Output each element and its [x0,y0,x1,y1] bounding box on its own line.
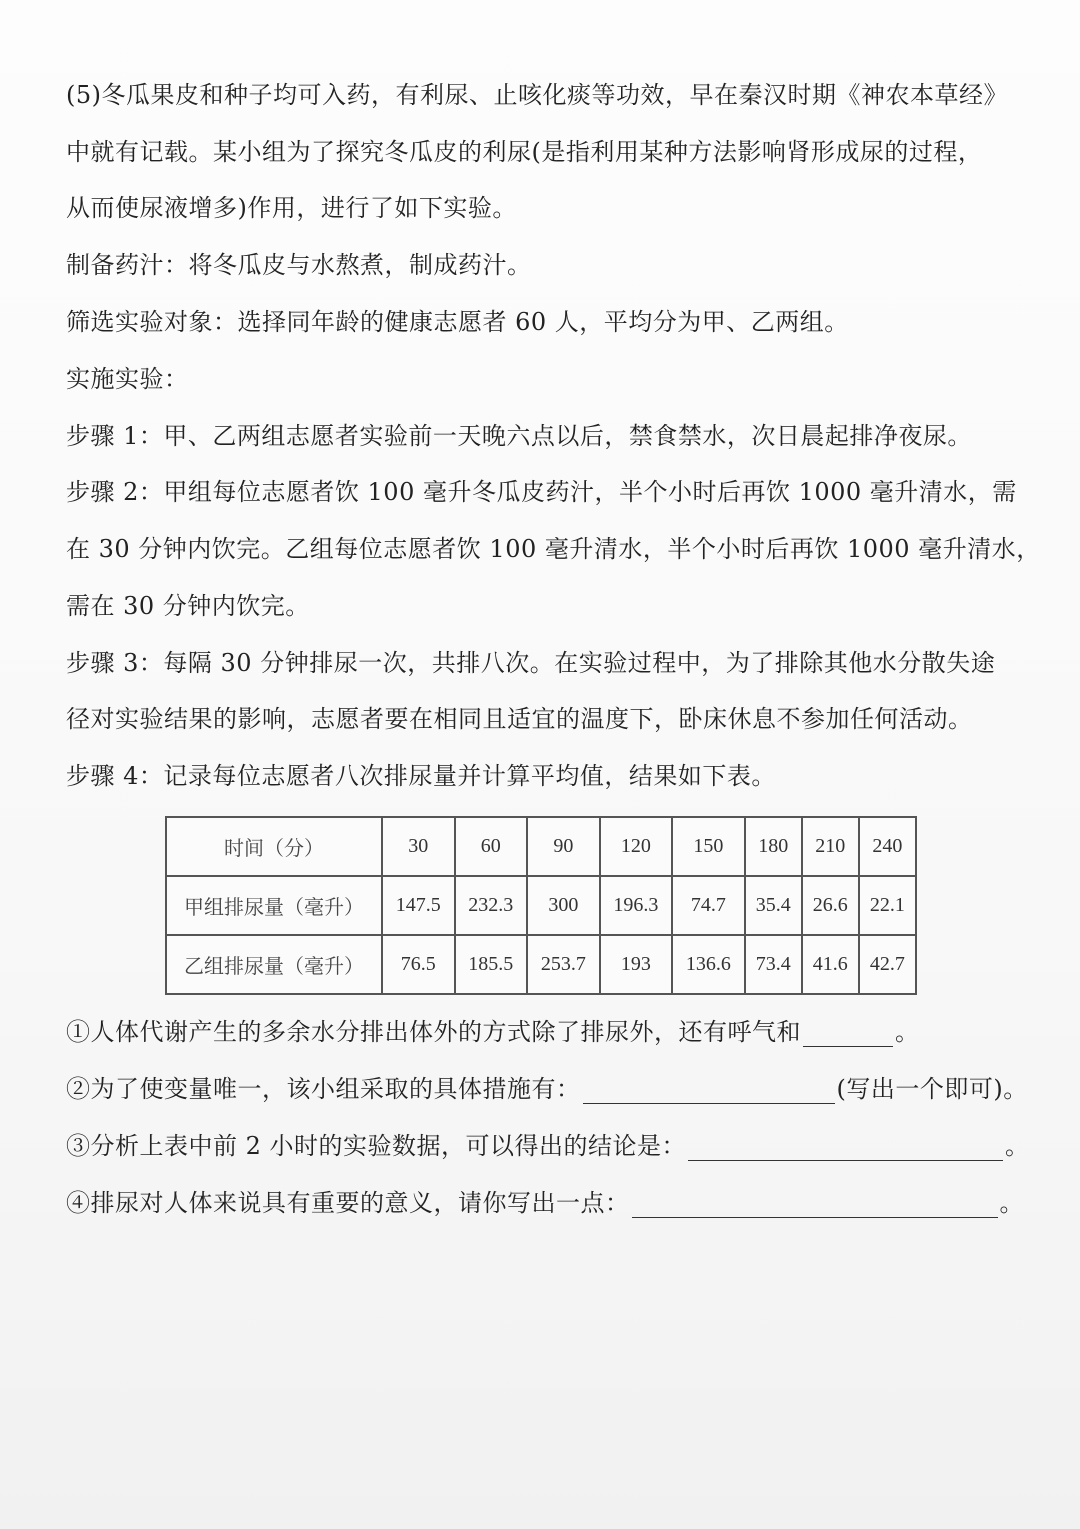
answer-blank-2[interactable] [583,1079,835,1104]
paragraph-step2-1: 步骤 2：甲组每位志愿者饮 100 毫升冬瓜皮药汁，半个小时后再饮 1000 毫升清水，需 [66,478,1017,506]
paragraph-subjects: 筛选实验对象：选择同年龄的健康志愿者 60 人，平均分为甲、乙两组。 [66,308,849,336]
paragraph-intro-3: 从而使尿液增多)作用，进行了如下实验。 [66,194,517,222]
table-cell-group-a: 22.1 [859,876,916,935]
question-4-text: ④排尿对人体来说具有重要的意义，请你写出一点： [66,1189,630,1217]
table-cell-group-a: 74.7 [672,876,745,935]
paragraph-step2-2: 在 30 分钟内饮完。乙组每位志愿者饮 100 毫升清水，半个小时后再饮 1000 毫升清水， [66,535,1041,563]
paragraph-implement: 实施实验： [66,365,189,393]
table-row-group-b [166,935,916,994]
paragraph-intro-1: (5)冬瓜果皮和种子均可入药，有利尿、止咳化痰等功效，早在秦汉时期《神农本草经》 [66,81,1008,109]
table-row-group-a [166,876,916,935]
answer-blank-4[interactable] [632,1193,998,1218]
paragraph-intro-2: 中就有记载。某小组为了探究冬瓜皮的利尿(是指利用某种方法影响肾形成尿的过程， [66,138,983,166]
table-cell-time: 240 [859,817,916,876]
question-4-end: 。 [999,1189,1024,1217]
table-header-group-b: 乙组排尿量（毫升） [166,935,382,994]
table-cell-group-b: 136.6 [672,935,745,994]
question-1 [66,1017,920,1047]
table-header-time: 时间（分） [166,817,382,876]
paragraph-step2-3: 需在 30 分钟内饮完。 [66,592,310,620]
paragraph-prepare: 制备药汁：将冬瓜皮与水熬煮，制成药汁。 [66,251,532,279]
table-cell-time: 150 [672,817,745,876]
table-cell-group-b: 41.6 [802,935,859,994]
table-cell-time: 120 [600,817,673,876]
table-row-time [166,817,916,876]
question-4 [66,1188,1024,1218]
table-cell-group-b: 193 [600,935,673,994]
paragraph-step3-2: 径对实验结果的影响，志愿者要在相同且适宜的温度下，卧床休息不参加任何活动。 [66,705,973,733]
answer-blank-3[interactable] [688,1136,1003,1161]
table-cell-group-a: 196.3 [600,876,673,935]
table-cell-group-a: 26.6 [802,876,859,935]
question-2 [66,1074,1028,1104]
question-2-text: ②为了使变量唯一，该小组采取的具体措施有： [66,1075,581,1103]
paragraph-step4: 步骤 4：记录每位志愿者八次排尿量并计算平均值，结果如下表。 [66,762,776,790]
table-cell-time: 30 [382,817,455,876]
table-cell-time: 60 [455,817,528,876]
table-cell-group-a: 35.4 [745,876,802,935]
question-1-text: ①人体代谢产生的多余水分排出体外的方式除了排尿外，还有呼气和 [66,1018,801,1046]
question-2-end: (写出一个即可)。 [836,1075,1028,1103]
table-cell-group-a: 232.3 [455,876,528,935]
table-cell-group-b: 42.7 [859,935,916,994]
table-cell-group-a: 147.5 [382,876,455,935]
table-cell-group-b: 185.5 [455,935,528,994]
paragraph-step3-1: 步骤 3：每隔 30 分钟排尿一次，共排八次。在实验过程中，为了排除其他水分散失途 [66,649,996,677]
table-cell-time: 210 [802,817,859,876]
answer-blank-1[interactable] [803,1022,893,1047]
table-cell-group-b: 253.7 [527,935,600,994]
table-cell-time: 90 [527,817,600,876]
question-1-end: 。 [895,1018,920,1046]
table-cell-group-b: 76.5 [382,935,455,994]
urine-volume-table [165,816,917,995]
table-cell-group-b: 73.4 [745,935,802,994]
table-header-group-a: 甲组排尿量（毫升） [166,876,382,935]
question-3-end: 。 [1005,1132,1030,1160]
question-3 [66,1131,1030,1161]
paragraph-step1: 步骤 1：甲、乙两组志愿者实验前一天晚六点以后，禁食禁水，次日晨起排净夜尿。 [66,422,972,450]
table-cell-time: 180 [745,817,802,876]
table-cell-group-a: 300 [527,876,600,935]
question-3-text: ③分析上表中前 2 小时的实验数据，可以得出的结论是： [66,1132,687,1160]
